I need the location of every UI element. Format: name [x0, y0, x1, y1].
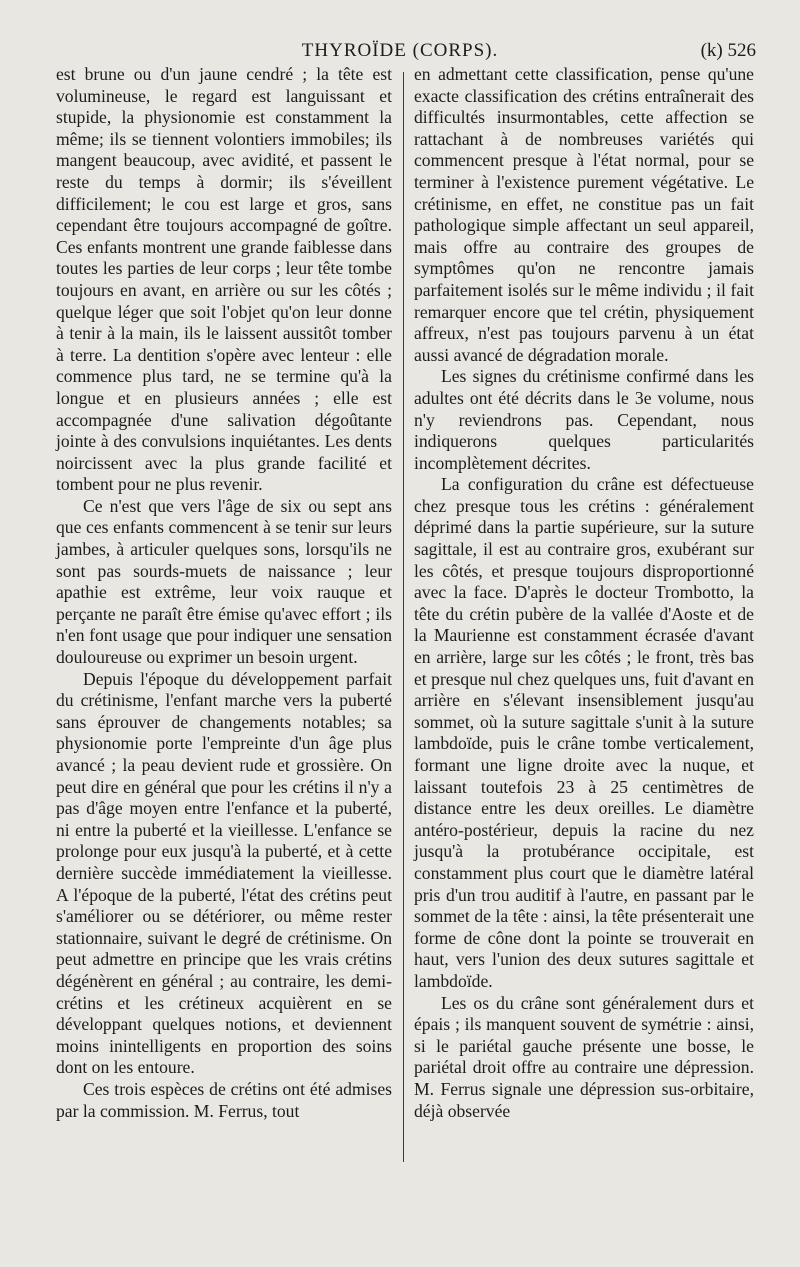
page-header — [0, 40, 800, 66]
paragraph: Ce n'est que vers l'âge de six ou sept ans que ces enfants commencent à se tenir sur leurs jambes, à articuler quelques sons, lorsqu'ils ne sont pas sourds-muets de naissance ; leur apathie est extrême, leur voix rauque et perçante ne paraît être émise qu'avec effort ; ils n'en font usage que pour indiquer une sensation douloureuse ou exprimer un besoin urgent. — [56, 495, 392, 668]
running-title: THYROÏDE (CORPS). — [301, 40, 499, 61]
paragraph: Les os du crâne sont généralement durs et épais ; ils manquent souvent de symétrie : ainsi, si le pariétal gauche présente une bosse, le pariétal droit offre au contraire une dépression. M. Ferrus signale une dépression sus-orbitaire, déjà observée — [414, 992, 754, 1121]
column-divider — [403, 72, 404, 1162]
paragraph: en admettant cette classification, pense qu'une exacte classification des crétins entraînerait des difficultés insurmontables, cette affection se rattachant à de nombreuses variétés qui commencent presque à l'état normal, pour se terminer à l'existence purement végétative. Le crétinisme, en effet, ne constitue pas un fait pathologique simple affectant un seul appareil, mais offre au contraire des groupes de symptômes qu'on ne rencontre jamais parfaitement isolés sur le même individu ; il fait remarquer encore que tel crétin, physiquement affreux, n'est pas toujours parvenu à un état aussi avancé de dégradation morale. — [414, 64, 754, 365]
right-column — [414, 64, 754, 1122]
paragraph: La configuration du crâne est défectueuse chez presque tous les crétins : généralement déprimé dans la partie supérieure, sur la suture sagittale, il est au contraire gros, exubérant sur les côtés, et presque toujours disproportionné avec la face. D'après le docteur Trombotto, la tête du crétin pubère de la vallée d'Aoste et de la Maurienne est constamment écrasée d'avant en arrière, large sur les côtés ; le front, très bas et presque nul chez quelques uns, fuit d'avant en arrière en s'élevant insensiblement jusqu'au sommet, où la suture sagittale s'unit à la suture lambdoïde, puis le crâne tombe verticalement, formant une ligne droite avec la nuque, et laissant toutefois 23 à 25 centimètres de distance entre les deux oreilles. Le diamètre antéro-postérieur, depuis la racine du nez jusqu'à la protubérance occipitale, est constamment plus court que le diamètre latéral pris d'un trou auditif à l'autre, en passant par le sommet de la tête : ainsi, la tête présenterait une forme de cône dont la pointe se trouverait en haut, vers l'union des deux sutures sagittale et lambdoïde. — [414, 474, 754, 991]
paragraph: Depuis l'époque du développement parfait du crétinisme, l'enfant marche vers la puberté sans éprouver de changements notables; sa physionomie porte l'empreinte d'un âge plus avancé ; la peau devient rude et grossière. On peut dire en général que pour les crétins il n'y a pas d'âge moyen entre l'enfance et la puberté, ni entre la puberté et la vieillesse. L'enfance se prolonge pour eux jusqu'à la puberté, et à cette dernière succède immédiatement la vieillesse. A l'époque de la puberté, l'état des crétins peut s'améliorer ou se détériorer, ou même rester stationnaire, suivant le degré de crétinisme. On peut admettre en principe que les vrais crétins dégénèrent en général ; au contraire, les demi-crétins et les crétineux acquièrent en se développant quelques notions, et deviennent moins inintelligents en proportion des soins dont on les entoure. — [56, 668, 392, 1078]
paragraph: est brune ou d'un jaune cendré ; la tête est volumineuse, le regard est languissant et stupide, la physionomie est constamment la même; ils se tiennent volontiers immobiles; ils mangent beaucoup, avec avidité, et passent le reste du temps à dormir; ils s'éveillent difficilement; le cou est large et gros, sans cependant être toujours accompagné de goître. Ces enfants montrent une grande faiblesse dans toutes les parties de leur corps ; leur tête tombe toujours en avant, en arrière ou sur les côtés ; quelque léger que soit l'objet qu'on leur donne à tenir à la main, ils le laissent aussitôt tomber à terre. La dentition s'opère avec lenteur : elle commence plus tard, ne se termine qu'à la longue et en plusieurs années ; elle est accompagnée d'une salivation dégoûtante jointe à des convulsions inquiétantes. Les dents noircissent avec la plus grande facilité et tombent pour ne plus revenir. — [56, 64, 392, 495]
paragraph: Les signes du crétinisme confirmé dans les adultes ont été décrits dans le 3e volume, nous n'y reviendrons pas. Cependant, nous indiquerons quelques particularités incomplètement décrites. — [414, 366, 754, 473]
page-number: (k) 526 — [700, 40, 756, 61]
left-column — [56, 64, 392, 1122]
paragraph: Ces trois espèces de crétins ont été admises par la commission. M. Ferrus, tout — [56, 1078, 392, 1121]
